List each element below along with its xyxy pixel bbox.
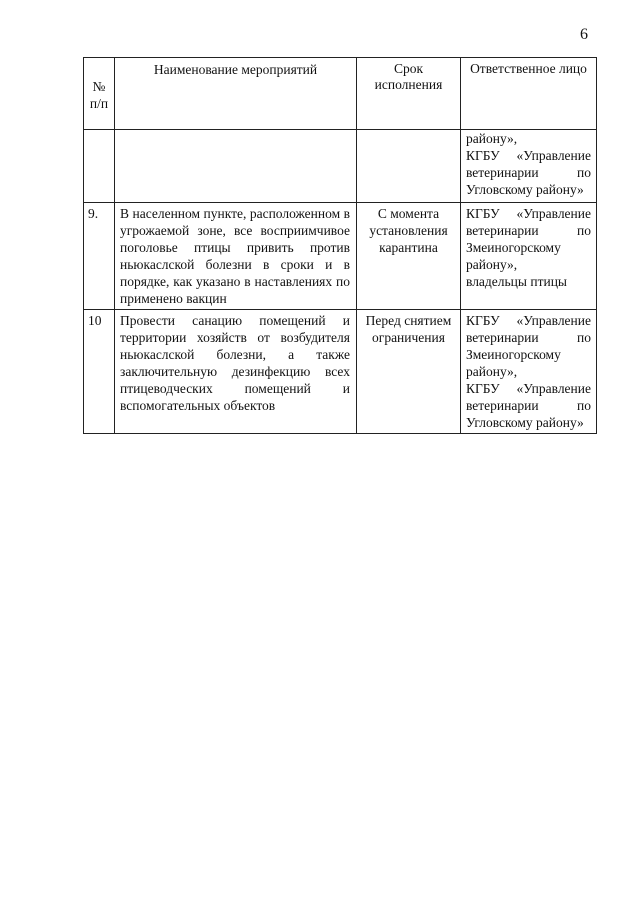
header-measure-name: Наименование мероприятий — [115, 58, 357, 130]
row-measure: Провести санацию помещений и территории хозяйств от возбудителя ньюкаслской болезни, а также заключительную дезинфекцию всех птицеводческих помещений и вспомогательных объектов — [115, 310, 357, 434]
row-deadline: Перед снятием ограничения — [357, 310, 461, 434]
header-deadline: Срок исполнения — [357, 58, 461, 130]
row-deadline: С момента установления карантина — [357, 203, 461, 310]
row-number — [84, 130, 115, 203]
row-responsible: району», КГБУ «Управление ветеринарии по Угловскому району» — [461, 130, 597, 203]
row-responsible: КГБУ «Управление ветеринарии по Змеиногорскому району», КГБУ «Управление ветеринарии по Угловскому району» — [461, 310, 597, 434]
table-row — [84, 310, 597, 434]
row-measure — [115, 130, 357, 203]
header-number: № п/п — [84, 58, 115, 130]
table-row — [84, 130, 597, 203]
row-measure: В населенном пункте, расположенном в угрожаемой зоне, все восприимчивое поголовье птицы привить против ньюкаслской болезни в сроки и в порядке, как указано в наставлениях по применено вакцин — [115, 203, 357, 310]
row-number: 10 — [84, 310, 115, 434]
page-number: 6 — [580, 26, 588, 43]
row-responsible: КГБУ «Управление ветеринарии по Змеиногорскому району», владельцы птицы — [461, 203, 597, 310]
table-row — [84, 203, 597, 310]
header-responsible: Ответственное лицо — [461, 58, 597, 130]
table-header-row — [84, 58, 597, 130]
row-deadline — [357, 130, 461, 203]
row-number: 9. — [84, 203, 115, 310]
measures-table — [83, 57, 597, 434]
